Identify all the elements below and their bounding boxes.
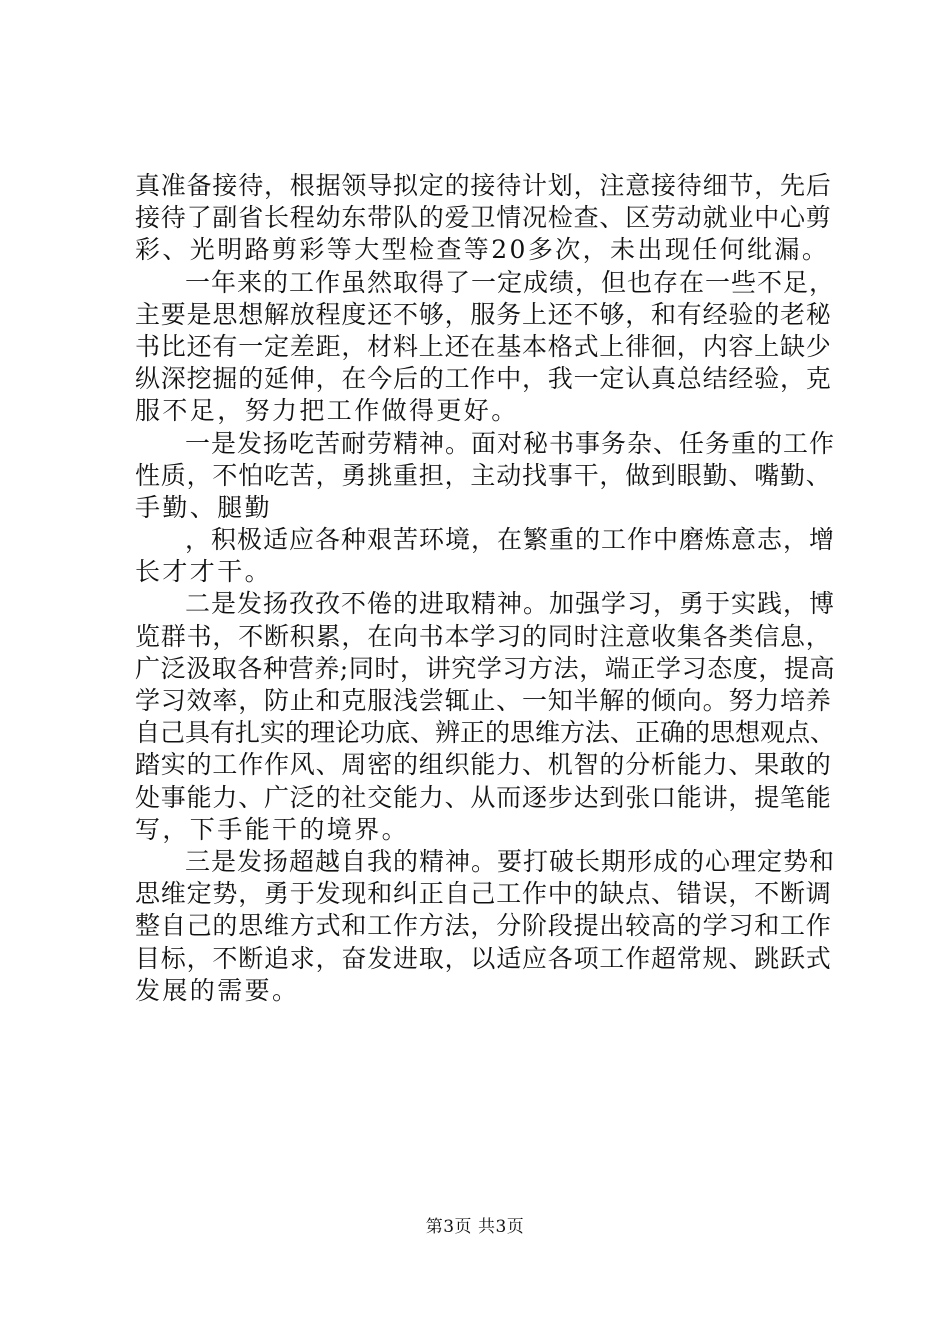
text-line: 自己具有扎实的理论功底、辨正的思维方法、正确的思想观点、 bbox=[135, 718, 836, 748]
text-line: 写，下手能干的境界。 bbox=[135, 814, 410, 844]
text-line: 踏实的工作作风、周密的组织能力、机智的分析能力、果敢的 bbox=[135, 750, 832, 780]
text-line: 处事能力、广泛的社交能力、从而逐步达到张口能讲，提笔能 bbox=[135, 782, 832, 812]
text-line: 思维定势，勇于发现和纠正自己工作中的缺点、错误，不断调 bbox=[135, 879, 832, 909]
text-line: 书比还有一定差距，材料上还在基本格式上徘徊，内容上缺少 bbox=[135, 331, 832, 361]
text-line: ，积极适应各种艰苦环境，在繁重的工作中磨炼意志，增 bbox=[185, 525, 836, 555]
text-line: 一是发扬吃苦耐劳精神。面对秘书事务杂、任务重的工作 bbox=[185, 428, 836, 458]
text-line: 手勤、腿勤 bbox=[135, 492, 273, 522]
page-footer: 第3页 共3页 bbox=[425, 1217, 525, 1237]
text-line: 览群书，不断积累，在向书本学习的同时注意收集各类信息， bbox=[135, 621, 832, 651]
document-body bbox=[135, 170, 835, 1007]
text-line: 整自己的思维方式和工作方法，分阶段提出较高的学习和工作 bbox=[135, 911, 832, 941]
text-line: 主要是思想解放程度还不够，服务上还不够，和有经验的老秘 bbox=[135, 299, 832, 329]
text-line: 学习效率，防止和克服浅尝辄止、一知半解的倾向。努力培养 bbox=[135, 686, 832, 715]
text-line: 长才才干。 bbox=[135, 557, 273, 587]
text-line: 性质，不怕吃苦，勇挑重担，主动找事干，做到眼勤、嘴勤、 bbox=[135, 460, 832, 490]
text-line: 服不足，努力把工作做得更好。 bbox=[135, 396, 519, 426]
text-line: 广泛汲取各种营养;同时，讲究学习方法，端正学习态度，提高 bbox=[135, 653, 836, 683]
text-line: 纵深挖掘的延伸，在今后的工作中，我一定认真总结经验，克 bbox=[135, 364, 832, 394]
text-line: 接待了副省长程幼东带队的爱卫情况检查、区劳动就业中心剪 bbox=[135, 203, 832, 233]
text-line: 彩、光明路剪彩等大型检查等20多次，未出现任何纰漏。 bbox=[135, 235, 830, 265]
text-line: 一年来的工作虽然取得了一定成绩，但也存在一些不足， bbox=[185, 267, 836, 297]
text-line: 发展的需要。 bbox=[135, 975, 300, 1005]
text-line: 三是发扬超越自我的精神。要打破长期形成的心理定势和 bbox=[185, 846, 836, 876]
text-line: 二是发扬孜孜不倦的进取精神。加强学习，勇于实践，博 bbox=[185, 589, 836, 619]
text-line: 真准备接待，根据领导拟定的接待计划，注意接待细节，先后 bbox=[135, 171, 832, 200]
text-line: 目标，不断追求，奋发进取，以适应各项工作超常规、跳跃式 bbox=[135, 943, 832, 973]
